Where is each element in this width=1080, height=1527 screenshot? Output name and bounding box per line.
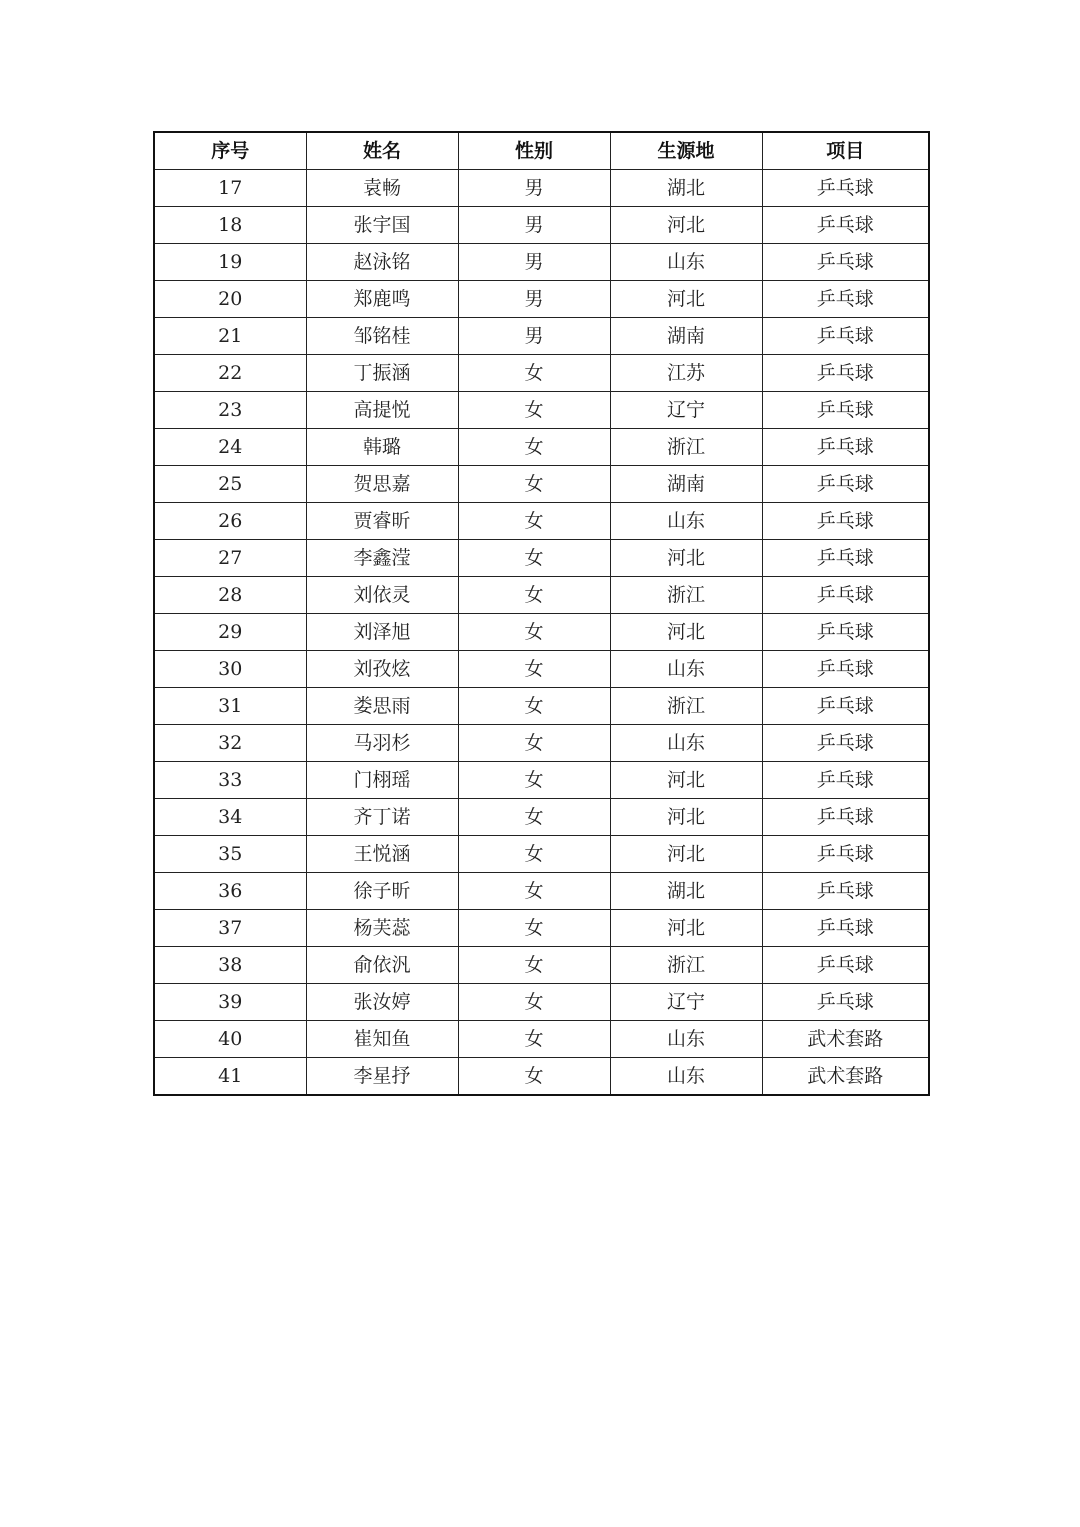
student-roster-table [153,131,930,1096]
cell-sport: 乒乓球 [762,540,929,577]
cell-origin: 河北 [610,799,762,836]
cell-sport: 乒乓球 [762,207,929,244]
cell-name: 贺思嘉 [306,466,458,503]
table-row [154,429,929,466]
table-row [154,577,929,614]
cell-name: 李鑫滢 [306,540,458,577]
table-row [154,1058,929,1096]
cell-gender: 女 [458,910,610,947]
cell-origin: 江苏 [610,355,762,392]
cell-sport: 乒乓球 [762,577,929,614]
cell-gender: 女 [458,1058,610,1096]
cell-sport: 乒乓球 [762,873,929,910]
cell-index: 35 [154,836,306,873]
cell-index: 31 [154,688,306,725]
cell-gender: 男 [458,281,610,318]
cell-index: 28 [154,577,306,614]
cell-name: 张宇国 [306,207,458,244]
cell-name: 徐子昕 [306,873,458,910]
table-row [154,466,929,503]
cell-name: 刘孜炫 [306,651,458,688]
table-row [154,725,929,762]
table-row [154,1021,929,1058]
cell-name: 贾睿昕 [306,503,458,540]
cell-sport: 乒乓球 [762,466,929,503]
cell-sport: 乒乓球 [762,725,929,762]
cell-sport: 乒乓球 [762,429,929,466]
cell-origin: 山东 [610,503,762,540]
cell-gender: 女 [458,614,610,651]
header-origin: 生源地 [610,132,762,170]
table-header [154,132,929,170]
cell-index: 25 [154,466,306,503]
cell-gender: 女 [458,466,610,503]
cell-origin: 山东 [610,725,762,762]
cell-origin: 河北 [610,540,762,577]
table-row [154,355,929,392]
cell-origin: 湖北 [610,873,762,910]
cell-origin: 河北 [610,207,762,244]
cell-origin: 浙江 [610,429,762,466]
header-gender: 性别 [458,132,610,170]
cell-name: 邹铭桂 [306,318,458,355]
cell-origin: 河北 [610,910,762,947]
cell-origin: 浙江 [610,688,762,725]
cell-origin: 河北 [610,836,762,873]
cell-name: 杨芙蕊 [306,910,458,947]
cell-sport: 乒乓球 [762,244,929,281]
cell-index: 21 [154,318,306,355]
cell-sport: 乒乓球 [762,910,929,947]
cell-gender: 女 [458,429,610,466]
cell-index: 36 [154,873,306,910]
cell-name: 袁畅 [306,170,458,207]
table-row [154,947,929,984]
table-row [154,540,929,577]
cell-sport: 乒乓球 [762,799,929,836]
cell-index: 17 [154,170,306,207]
cell-gender: 女 [458,1021,610,1058]
table-row [154,762,929,799]
cell-gender: 女 [458,762,610,799]
cell-index: 37 [154,910,306,947]
cell-gender: 女 [458,836,610,873]
cell-name: 韩璐 [306,429,458,466]
table-row [154,503,929,540]
cell-index: 27 [154,540,306,577]
cell-gender: 女 [458,873,610,910]
cell-index: 32 [154,725,306,762]
cell-gender: 女 [458,725,610,762]
cell-index: 39 [154,984,306,1021]
cell-origin: 山东 [610,1021,762,1058]
table-row [154,984,929,1021]
cell-index: 19 [154,244,306,281]
cell-name: 崔知鱼 [306,1021,458,1058]
cell-name: 张汝婷 [306,984,458,1021]
cell-origin: 浙江 [610,947,762,984]
cell-sport: 乒乓球 [762,281,929,318]
header-sport: 项目 [762,132,929,170]
cell-gender: 女 [458,355,610,392]
cell-sport: 武术套路 [762,1021,929,1058]
cell-origin: 湖南 [610,318,762,355]
cell-sport: 乒乓球 [762,614,929,651]
cell-gender: 女 [458,984,610,1021]
cell-name: 李星抒 [306,1058,458,1096]
table-row [154,207,929,244]
cell-gender: 男 [458,170,610,207]
cell-origin: 河北 [610,614,762,651]
cell-sport: 武术套路 [762,1058,929,1096]
cell-index: 33 [154,762,306,799]
cell-sport: 乒乓球 [762,318,929,355]
cell-origin: 河北 [610,762,762,799]
cell-sport: 乒乓球 [762,688,929,725]
table-row [154,799,929,836]
cell-origin: 山东 [610,1058,762,1096]
cell-origin: 浙江 [610,577,762,614]
cell-gender: 女 [458,503,610,540]
table-row [154,318,929,355]
cell-origin: 河北 [610,281,762,318]
cell-gender: 男 [458,244,610,281]
cell-gender: 女 [458,688,610,725]
cell-sport: 乒乓球 [762,392,929,429]
cell-gender: 女 [458,392,610,429]
cell-index: 34 [154,799,306,836]
cell-origin: 湖南 [610,466,762,503]
cell-origin: 辽宁 [610,984,762,1021]
cell-name: 丁振涵 [306,355,458,392]
cell-name: 门栩瑶 [306,762,458,799]
table-row [154,873,929,910]
cell-name: 刘泽旭 [306,614,458,651]
cell-name: 郑鹿鸣 [306,281,458,318]
table-row [154,244,929,281]
cell-gender: 女 [458,540,610,577]
cell-origin: 辽宁 [610,392,762,429]
cell-sport: 乒乓球 [762,170,929,207]
table-row [154,392,929,429]
cell-origin: 山东 [610,244,762,281]
table-row [154,170,929,207]
cell-index: 38 [154,947,306,984]
cell-index: 26 [154,503,306,540]
cell-index: 41 [154,1058,306,1096]
cell-gender: 男 [458,207,610,244]
table-row [154,836,929,873]
header-index: 序号 [154,132,306,170]
cell-name: 刘依灵 [306,577,458,614]
cell-sport: 乒乓球 [762,355,929,392]
cell-name: 齐丁诺 [306,799,458,836]
cell-index: 24 [154,429,306,466]
table-row [154,688,929,725]
cell-index: 40 [154,1021,306,1058]
cell-index: 20 [154,281,306,318]
cell-name: 娄思雨 [306,688,458,725]
cell-sport: 乒乓球 [762,984,929,1021]
cell-sport: 乒乓球 [762,503,929,540]
cell-origin: 山东 [610,651,762,688]
table-row [154,651,929,688]
cell-gender: 女 [458,947,610,984]
cell-name: 高提悦 [306,392,458,429]
cell-index: 30 [154,651,306,688]
cell-name: 马羽杉 [306,725,458,762]
cell-sport: 乒乓球 [762,836,929,873]
table-row [154,281,929,318]
header-row [154,132,929,170]
table-row [154,910,929,947]
cell-index: 22 [154,355,306,392]
cell-gender: 女 [458,651,610,688]
table-row [154,614,929,651]
cell-name: 俞依汎 [306,947,458,984]
cell-sport: 乒乓球 [762,651,929,688]
cell-name: 赵泳铭 [306,244,458,281]
cell-sport: 乒乓球 [762,762,929,799]
cell-gender: 男 [458,318,610,355]
cell-gender: 女 [458,577,610,614]
cell-sport: 乒乓球 [762,947,929,984]
cell-name: 王悦涵 [306,836,458,873]
table-body [154,170,929,1096]
cell-gender: 女 [458,799,610,836]
cell-origin: 湖北 [610,170,762,207]
cell-index: 29 [154,614,306,651]
header-name: 姓名 [306,132,458,170]
cell-index: 23 [154,392,306,429]
cell-index: 18 [154,207,306,244]
